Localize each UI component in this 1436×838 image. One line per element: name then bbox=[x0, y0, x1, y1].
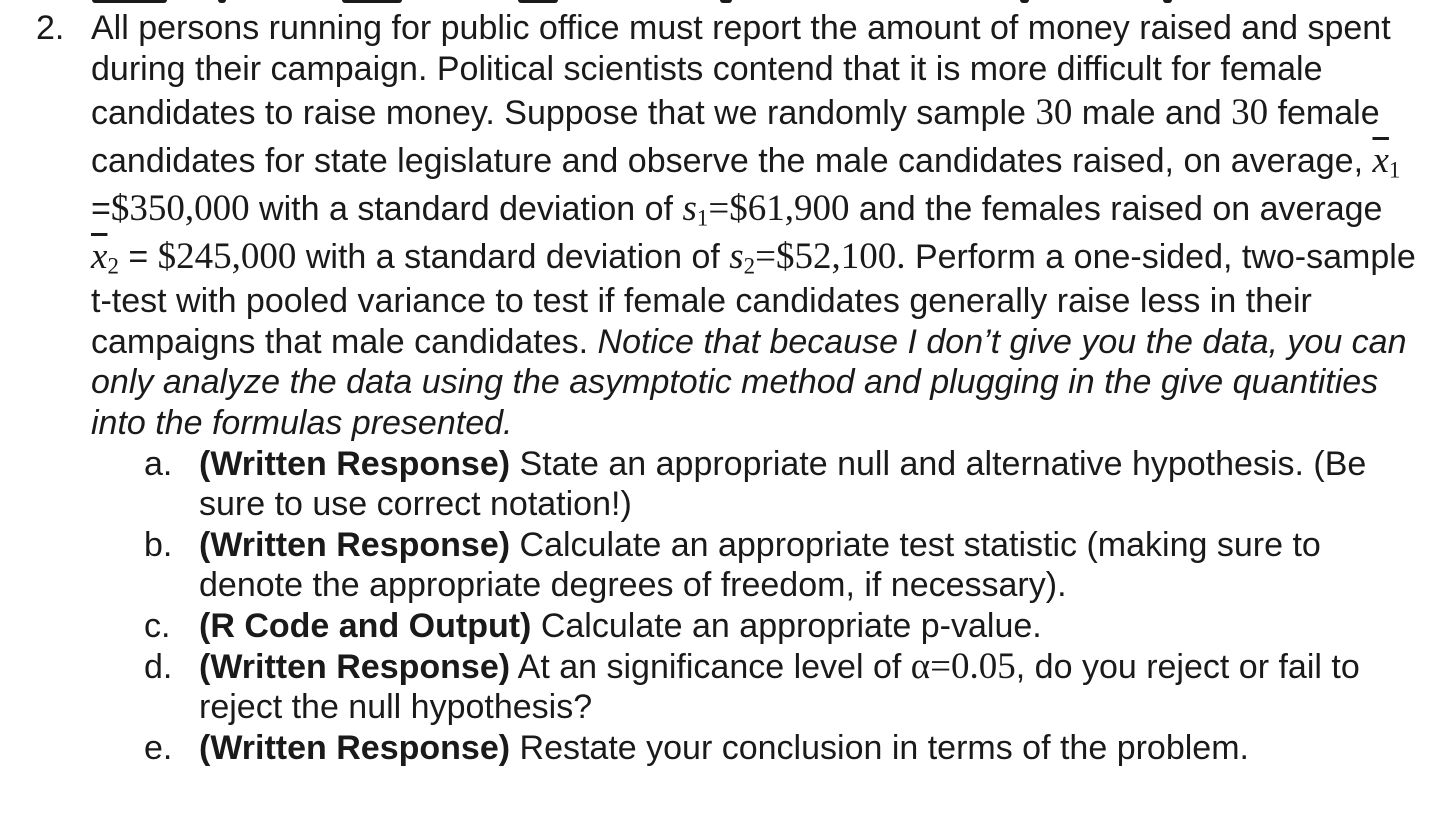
part-d: d. (Written Response) At an significance level of α=0.05, do you reject or fail to reject the null hypothesis? bbox=[144, 645, 1360, 727]
alpha-symbol: α bbox=[910, 645, 931, 687]
female-sd-value: =$52,100. bbox=[755, 236, 906, 278]
part-c: c. (R Code and Output) Calculate an appropriate p-value. bbox=[144, 606, 1042, 645]
question-number: 2. bbox=[36, 9, 65, 47]
sample-sentence: sample 30 male and 30 female candidates for state legislature and observe bbox=[91, 92, 1380, 181]
question-2 bbox=[36, 8, 1416, 768]
male-mean-sentence: the male candidates raised, on average, $\overline{x}_1$ =$350,000 with a standard deviation of $s_1=\$61,900$ and the females raised on average $\overline{x}_2$ = $245,000 with a standard deviation of $s_2=\$52,100$. bbox=[91, 140, 1401, 279]
xbar1-symbol: $\overline{x}_1$ bbox=[1372, 140, 1401, 183]
alpha-value: =0.05 bbox=[930, 645, 1016, 687]
n-male: 30 bbox=[1035, 92, 1073, 134]
n-female: 30 bbox=[1231, 92, 1269, 134]
question-intro: All persons running for public office must report the amount of money raised and spent during their campaign. Political scientists contend that it is more difficult for female candidates to raise money. Suppose that we randomly bbox=[91, 9, 1391, 133]
xbar2-symbol: $\overline{x}_2$ bbox=[91, 236, 119, 279]
part-a: a. (Written Response) State an appropriate null and alternative hypothesis. (Be sure to use correct notation!) bbox=[144, 444, 1367, 524]
s2-symbol: $s_2$ bbox=[729, 236, 756, 279]
part-b: b. (Written Response) Calculate an appropriate test statistic (making sure to denote the appropriate degrees of freedom, if necessary). bbox=[144, 525, 1321, 605]
s1-symbol: $s_1$ bbox=[682, 188, 709, 231]
female-mean-value: $245,000 bbox=[157, 236, 297, 278]
male-mean-value: $350,000 bbox=[110, 188, 250, 230]
part-e: e. (Written Response) Restate your conclusion in terms of the problem. bbox=[144, 728, 1249, 767]
question-task: Perform a one-sided, two-sample t-test with pooled variance to test if female candidates generally raise less in their campaigns that male candidates. bbox=[91, 238, 1416, 361]
male-sd-value: =$61,900 bbox=[708, 188, 850, 230]
question-note: Notice that because I don’t give you the data, you can only analyze the data using the asymptotic method and plugging in the give quantities into the formulas presented. bbox=[91, 322, 1407, 442]
question-parts bbox=[36, 444, 1416, 769]
question-body bbox=[91, 8, 1416, 444]
cropped-previous-line bbox=[0, 0, 1436, 6]
